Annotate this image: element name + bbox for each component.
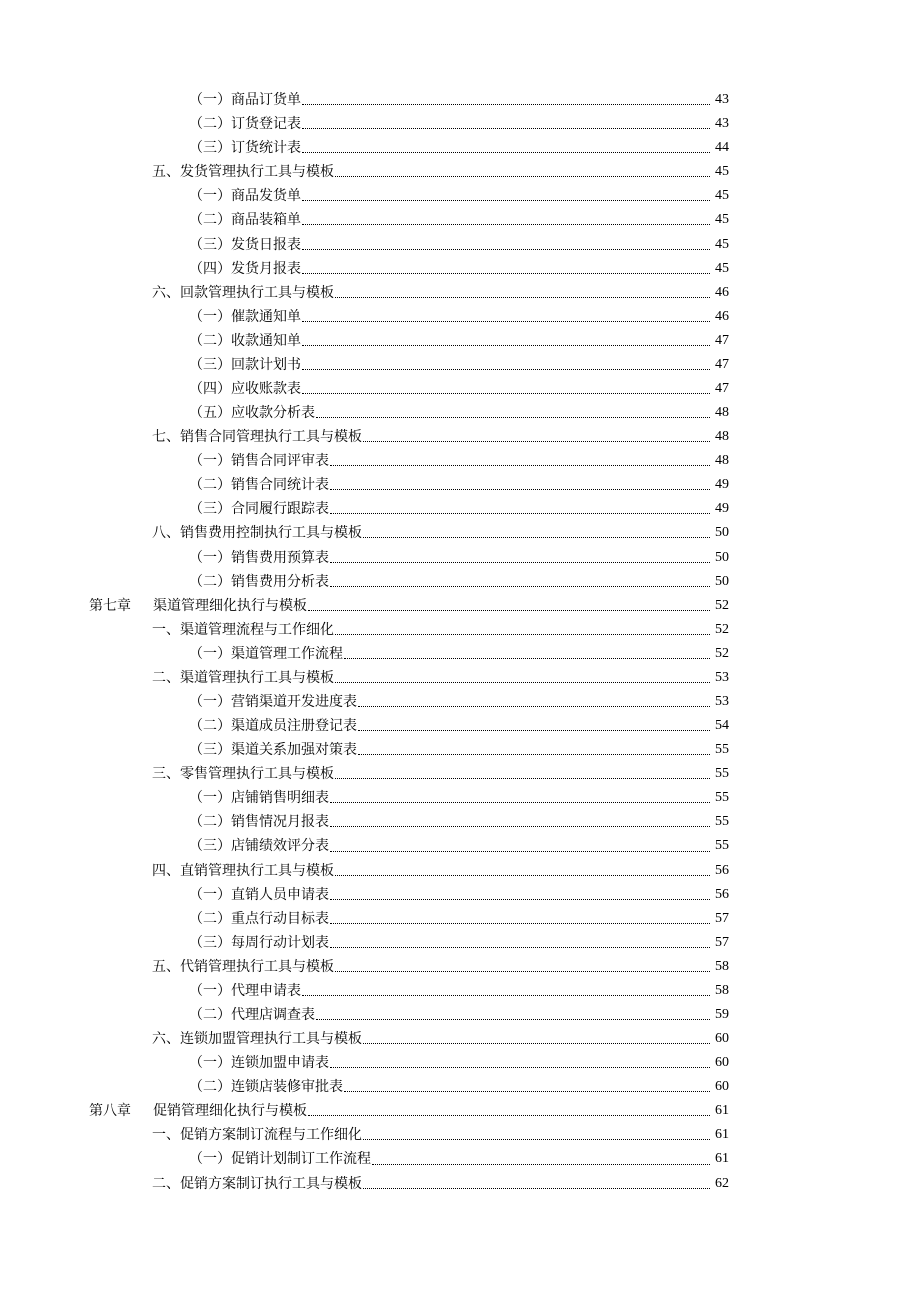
toc-entry-title (152, 160, 334, 184)
toc-entry-label: （四）发货月报表 (189, 260, 301, 277)
toc-page-number: 47 (715, 332, 729, 348)
toc-entry-title (189, 642, 343, 666)
toc-page-number: 52 (715, 597, 729, 613)
toc-entry-label: 一、促销方案制订流程与工作细化 (152, 1127, 362, 1144)
toc-page-number: 55 (715, 814, 729, 830)
toc-page-number: 50 (715, 525, 729, 541)
toc-entry-label: 五、代销管理执行工具与模板 (152, 958, 334, 975)
toc-page-number: 43 (715, 116, 729, 132)
toc-chapter-entry[interactable] (0, 594, 920, 618)
table-of-contents (0, 88, 920, 1196)
toc-entry-label: （五）应收款分析表 (189, 405, 315, 422)
toc-page-number: 50 (715, 549, 729, 565)
toc-chapter-entry[interactable] (0, 1099, 920, 1123)
toc-subsection-entry[interactable] (0, 377, 920, 401)
toc-entry-title (189, 136, 301, 160)
toc-entry-label: （三）店铺绩效评分表 (189, 838, 329, 855)
toc-section-entry[interactable] (0, 666, 920, 690)
toc-entry-label: （一）连锁加盟申请表 (189, 1055, 329, 1072)
toc-entry-title (189, 329, 301, 353)
toc-section-entry[interactable] (0, 1027, 920, 1051)
toc-dot-leader (302, 127, 710, 129)
toc-dot-leader (344, 1090, 710, 1092)
toc-dot-leader (363, 536, 710, 538)
toc-page-number: 49 (715, 501, 729, 517)
toc-dot-leader (302, 994, 710, 996)
toc-entry-title (89, 1099, 307, 1123)
toc-subsection-entry[interactable] (0, 353, 920, 377)
toc-page-number: 61 (715, 1127, 729, 1143)
toc-dot-leader (308, 1114, 710, 1116)
toc-page-number: 58 (715, 982, 729, 998)
toc-section-entry[interactable] (0, 281, 920, 305)
toc-entry-title (152, 955, 334, 979)
toc-dot-leader (330, 488, 710, 490)
toc-page-number: 57 (715, 910, 729, 926)
toc-dot-leader (330, 1066, 710, 1068)
toc-entry-title (189, 305, 301, 329)
toc-section-entry[interactable] (0, 618, 920, 642)
toc-dot-leader (358, 753, 710, 755)
toc-dot-leader (335, 175, 710, 177)
toc-dot-leader (363, 440, 710, 442)
toc-page-number: 55 (715, 838, 729, 854)
toc-dot-leader (316, 1018, 710, 1020)
toc-dot-leader (330, 946, 710, 948)
toc-page-number: 53 (715, 693, 729, 709)
toc-page-number: 60 (715, 1079, 729, 1095)
toc-page-number: 58 (715, 958, 729, 974)
toc-entry-label: 六、回款管理执行工具与模板 (152, 284, 334, 301)
toc-dot-leader (358, 729, 710, 731)
toc-page-number: 49 (715, 477, 729, 493)
toc-section-entry[interactable] (0, 521, 920, 545)
toc-entry-label: 一、渠道管理流程与工作细化 (152, 621, 334, 638)
toc-entry-label: 二、促销方案制订执行工具与模板 (152, 1175, 362, 1192)
toc-entry-title (189, 88, 301, 112)
toc-subsection-entry[interactable] (0, 401, 920, 425)
toc-page-number: 54 (715, 718, 729, 734)
toc-dot-leader (302, 103, 710, 105)
toc-entry-title (89, 594, 307, 618)
toc-page-number: 48 (715, 429, 729, 445)
toc-dot-leader (363, 1187, 710, 1189)
toc-dot-leader (330, 512, 710, 514)
toc-subsection-entry[interactable] (0, 570, 920, 594)
toc-entry-label: （三）渠道关系加强对策表 (189, 742, 357, 759)
toc-page-number: 61 (715, 1151, 729, 1167)
toc-entry-title (152, 1027, 362, 1051)
toc-entry-label: 渠道管理细化执行与模板 (153, 597, 307, 614)
toc-page-number: 59 (715, 1007, 729, 1022)
toc-subsection-entry[interactable] (0, 1051, 920, 1075)
toc-page-number: 52 (715, 645, 729, 661)
toc-page-number: 44 (715, 140, 729, 156)
toc-entry-label: 五、发货管理执行工具与模板 (152, 164, 334, 181)
toc-entry-title (189, 1147, 371, 1171)
toc-dot-leader (344, 657, 710, 659)
toc-entry-label: （二）收款通知单 (189, 332, 301, 349)
toc-page-number: 45 (715, 212, 729, 228)
toc-page-number: 62 (715, 1175, 729, 1191)
toc-page-number: 52 (715, 621, 729, 637)
toc-entry-label: （一）促销计划制订工作流程 (189, 1151, 371, 1168)
toc-entry-label: （二）商品装箱单 (189, 212, 301, 229)
toc-dot-leader (302, 320, 710, 322)
toc-dot-leader (363, 1042, 710, 1044)
toc-entry-label: （三）发货日报表 (189, 236, 301, 253)
toc-page-number: 61 (715, 1103, 729, 1119)
toc-subsection-entry[interactable] (0, 329, 920, 353)
toc-subsection-entry[interactable] (0, 112, 920, 136)
toc-dot-leader (302, 151, 710, 153)
toc-page-number: 45 (715, 164, 729, 180)
toc-subsection-entry[interactable] (0, 184, 920, 208)
toc-subsection-entry[interactable] (0, 931, 920, 955)
toc-entry-title (189, 449, 329, 473)
toc-dot-leader (335, 874, 710, 876)
toc-section-entry[interactable] (0, 762, 920, 786)
toc-subsection-entry[interactable] (0, 257, 920, 281)
toc-entry-title (189, 401, 315, 425)
toc-subsection-entry[interactable] (0, 907, 920, 931)
toc-subsection-entry[interactable] (0, 979, 920, 1003)
toc-entry-label: （二）渠道成员注册登记表 (189, 718, 357, 735)
toc-entry-title (189, 714, 357, 738)
toc-dot-leader (316, 416, 710, 418)
toc-page-number: 45 (715, 260, 729, 276)
toc-entry-title (152, 425, 362, 449)
toc-entry-label: 六、连锁加盟管理执行工具与模板 (152, 1031, 362, 1048)
toc-subsection-entry[interactable] (0, 232, 920, 256)
toc-dot-leader (330, 464, 710, 466)
toc-entry-title (189, 690, 357, 714)
toc-entry-label: （一）营销渠道开发进度表 (189, 693, 357, 710)
toc-subsection-entry[interactable] (0, 714, 920, 738)
toc-page-number: 47 (715, 380, 729, 396)
toc-dot-leader (330, 922, 710, 924)
toc-chapter-number: 第七章 (89, 597, 131, 614)
toc-page-number: 43 (715, 92, 729, 108)
toc-entry-label: （三）每周行动计划表 (189, 934, 329, 951)
toc-entry-title (189, 907, 329, 931)
toc-page-number: 45 (715, 188, 729, 204)
toc-page-number: 60 (715, 1031, 729, 1047)
toc-dot-leader (335, 777, 710, 779)
toc-dot-leader (335, 970, 710, 972)
toc-entry-label: （二）订货登记表 (189, 116, 301, 133)
toc-entry-title (189, 883, 329, 907)
toc-entry-label: （一）商品订货单 (189, 92, 301, 109)
toc-entry-label: （一）代理申请表 (189, 982, 301, 999)
toc-page-number: 56 (715, 886, 729, 902)
toc-entry-title (189, 1003, 315, 1027)
toc-subsection-entry[interactable] (0, 208, 920, 232)
toc-subsection-entry[interactable] (0, 786, 920, 810)
toc-subsection-entry[interactable] (0, 834, 920, 858)
toc-dot-leader (335, 681, 710, 683)
toc-entry-title (189, 786, 329, 810)
toc-subsection-entry[interactable] (0, 136, 920, 160)
toc-section-entry[interactable] (0, 859, 920, 883)
toc-chapter-number: 第八章 (89, 1103, 131, 1120)
toc-page-number: 57 (715, 934, 729, 950)
toc-entry-label: （四）应收账款表 (189, 380, 301, 397)
toc-entry-label: 三、零售管理执行工具与模板 (152, 766, 334, 783)
toc-entry-title (189, 546, 329, 570)
toc-subsection-entry[interactable] (0, 473, 920, 497)
toc-entry-label: 促销管理细化执行与模板 (153, 1103, 307, 1120)
toc-entry-label: （二）销售合同统计表 (189, 477, 329, 494)
toc-entry-label: （二）连锁店装修审批表 (189, 1079, 343, 1096)
toc-dot-leader (302, 392, 710, 394)
toc-entry-title (189, 353, 301, 377)
toc-dot-leader (372, 1163, 710, 1165)
toc-entry-title (189, 257, 301, 281)
toc-entry-label: （一）商品发货单 (189, 188, 301, 205)
toc-page-number: 48 (715, 453, 729, 469)
toc-entry-label: （二）销售情况月报表 (189, 814, 329, 831)
toc-page-number: 55 (715, 790, 729, 806)
toc-page-number: 55 (715, 742, 729, 758)
toc-entry-label: （一）渠道管理工作流程 (189, 645, 343, 662)
toc-entry-title (189, 1075, 343, 1099)
toc-subsection-entry[interactable] (0, 690, 920, 714)
toc-entry-label: （三）回款计划书 (189, 356, 301, 373)
toc-entry-label: 四、直销管理执行工具与模板 (152, 862, 334, 879)
toc-subsection-entry[interactable] (0, 642, 920, 666)
toc-entry-title (189, 473, 329, 497)
toc-subsection-entry[interactable] (0, 883, 920, 907)
toc-entry-label: 八、销售费用控制执行工具与模板 (152, 525, 362, 542)
toc-dot-leader (302, 272, 710, 274)
toc-dot-leader (330, 898, 710, 900)
toc-subsection-entry[interactable] (0, 497, 920, 521)
toc-entry-label: （一）销售合同评审表 (189, 453, 329, 470)
toc-subsection-entry[interactable] (0, 1003, 920, 1027)
toc-entry-label: （二）代理店调查表 (189, 1007, 315, 1023)
toc-section-entry[interactable] (0, 1123, 920, 1147)
toc-entry-label: 七、销售合同管理执行工具与模板 (152, 429, 362, 446)
toc-entry-title (189, 233, 301, 257)
toc-dot-leader (330, 561, 710, 563)
toc-page-number: 55 (715, 766, 729, 782)
toc-section-entry[interactable] (0, 425, 920, 449)
toc-entry-label: （一）催款通知单 (189, 308, 301, 325)
toc-entry-title (189, 184, 301, 208)
toc-dot-leader (302, 248, 710, 250)
toc-page-number: 50 (715, 573, 729, 589)
toc-entry-label: （二）销售费用分析表 (189, 573, 329, 590)
toc-subsection-entry[interactable] (0, 810, 920, 834)
toc-dot-leader (335, 296, 710, 298)
toc-entry-title (189, 738, 357, 762)
toc-entry-label: （一）销售费用预算表 (189, 549, 329, 566)
toc-section-entry[interactable] (0, 160, 920, 184)
toc-entry-title (152, 1123, 362, 1147)
toc-section-entry[interactable] (0, 955, 920, 979)
toc-dot-leader (363, 1138, 710, 1140)
toc-dot-leader (308, 609, 710, 611)
toc-page-number: 47 (715, 356, 729, 372)
toc-dot-leader (302, 368, 710, 370)
toc-entry-title (189, 570, 329, 594)
toc-entry-title (152, 859, 334, 883)
toc-subsection-entry[interactable] (0, 88, 920, 112)
toc-entry-title (189, 497, 329, 521)
toc-entry-title (189, 208, 301, 232)
toc-dot-leader (330, 850, 710, 852)
toc-subsection-entry[interactable] (0, 1147, 920, 1171)
toc-page-number: 45 (715, 236, 729, 252)
toc-entry-label: （三）合同履行跟踪表 (189, 501, 329, 518)
toc-subsection-entry[interactable] (0, 305, 920, 329)
toc-page-number: 48 (715, 405, 729, 421)
toc-dot-leader (302, 199, 710, 201)
toc-entry-title (189, 931, 329, 955)
toc-subsection-entry[interactable] (0, 738, 920, 762)
toc-page-number: 53 (715, 669, 729, 685)
toc-dot-leader (358, 705, 710, 707)
toc-entry-title (189, 1051, 329, 1075)
toc-entry-title (152, 521, 362, 545)
toc-entry-title (189, 377, 301, 401)
toc-page-number: 56 (715, 862, 729, 878)
toc-dot-leader (302, 344, 710, 346)
toc-dot-leader (330, 585, 710, 587)
toc-subsection-entry[interactable] (0, 545, 920, 569)
toc-subsection-entry[interactable] (0, 1075, 920, 1099)
toc-entry-label: （三）订货统计表 (189, 140, 301, 157)
toc-page-number: 46 (715, 308, 729, 324)
toc-dot-leader (330, 825, 710, 827)
toc-entry-label: 二、渠道管理执行工具与模板 (152, 669, 334, 686)
toc-page-number: 46 (715, 284, 729, 300)
toc-entry-title (189, 979, 301, 1003)
toc-entry-title (152, 281, 334, 305)
toc-subsection-entry[interactable] (0, 449, 920, 473)
toc-dot-leader (335, 633, 710, 635)
toc-entry-title (189, 112, 301, 136)
toc-entry-label: （二）重点行动目标表 (189, 910, 329, 927)
toc-entry-label: （一）直销人员申请表 (189, 886, 329, 903)
toc-entry-title (152, 1172, 362, 1196)
toc-entry-title (189, 810, 329, 834)
toc-section-entry[interactable] (0, 1172, 920, 1196)
toc-entry-title (152, 762, 334, 786)
toc-dot-leader (330, 801, 710, 803)
toc-entry-label: （一）店铺销售明细表 (189, 790, 329, 807)
toc-dot-leader (302, 223, 710, 225)
toc-entry-title (189, 834, 329, 858)
toc-entry-title (152, 666, 334, 690)
toc-page-number: 60 (715, 1055, 729, 1071)
toc-entry-title (152, 618, 334, 642)
